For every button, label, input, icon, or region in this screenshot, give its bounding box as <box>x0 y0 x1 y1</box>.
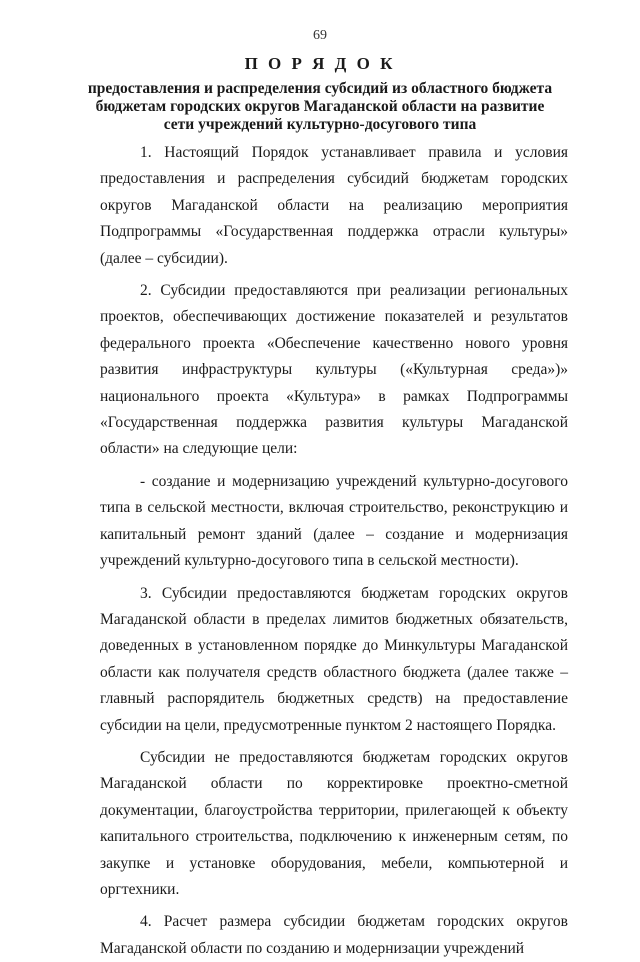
page-number: 69 <box>313 28 327 43</box>
paragraph-2-item: - создание и модернизацию учреждений культурно-досугового типа в сельской местности, включая строительство, реконструкцию и капитальный ремонт зданий (далее – создание и модернизация учреждений культурно-досугового типа в сельской местности). <box>100 472 568 570</box>
paragraph-4: 4. Расчет размера субсидии бюджетам городских округов Магаданской области по созданию и модернизации учреждений <box>100 913 568 957</box>
document-subtitle: предоставления и распределения субсидий из областного бюджета бюджетам городских округов Магаданской области на развитие сети учреждений культурно-досугового типа <box>87 80 553 133</box>
paragraph-3-note: Субсидии не предоставляются бюджетам городских округов Магаданской области по корректировке проектно-сметной документации, благоустройства территории, прилегающей к объекту капитального строительства, подключению к инженерным сетям, по закупке и установке оборудования, мебели, компьютерной и оргтехники. <box>100 748 568 898</box>
paragraph-1: 1. Настоящий Порядок устанавливает правила и условия предоставления и распределения субсидий бюджетам городских округов Магаданской области на реализацию мероприятия Подпрограммы «Государственная поддержка отрасли культуры» (далее – субсидии). <box>100 144 568 267</box>
document-title: П О Р Я Д О К <box>244 54 396 73</box>
document-body <box>100 140 568 962</box>
paragraph-3: 3. Субсидии предоставляются бюджетам городских округов Магаданской области в пределах лимитов бюджетных обязательств, доведенных в установленном порядке до Минкультуры Магаданской области как получателя средств областного бюджета (далее также – главный распорядитель бюджетных средств) на предоставление субсидии на цели, предусмотренные пунктом 2 настоящего Порядка. <box>100 584 568 734</box>
paragraph-2: 2. Субсидии предоставляются при реализации региональных проектов, обеспечивающих достижение показателей и результатов федерального проекта «Обеспечение качественно нового уровня развития инфраструктуры культуры («Культурная среда»)» национального проекта «Культура» в рамках Подпрограммы «Государственная поддержка развития культуры Магаданской области» на следующие цели: <box>100 282 568 458</box>
